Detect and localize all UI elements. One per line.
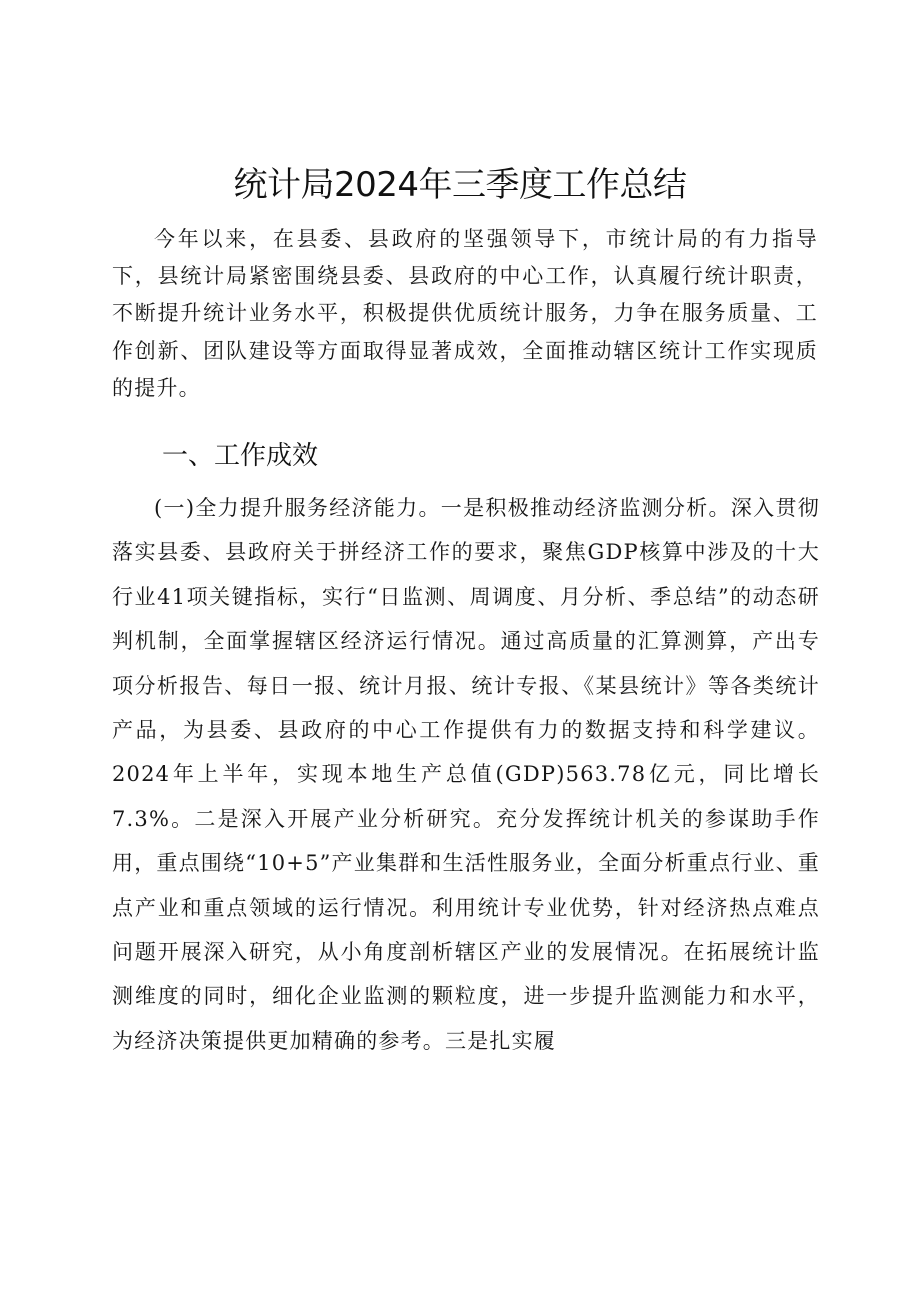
section-heading: 一、工作成效 (162, 441, 319, 471)
body-paragraph: (一)全力提升服务经济能力。一是积极推动经济监测分析。深入贯彻落实县委、县政府关于拼经济工作的要求，聚焦GDP核算中涉及的十大行业41项关键指标，实行“日监测、周调度、月分析、季总结”的动态研判机制，全面掌握辖区经济运行情况。通过高质量的汇算测算，产出专项分析报告、每日一报、统计月报、统计专报、《某县统计》等各类统计产品，为县委、县政府的中心工作提供有力的数据支持和科学建议。2024年上半年，实现本地生产总值(GDP)563.78亿元，同比增长7.3%。二是深入开展产业分析研究。充分发挥统计机关的参谋助手作用，重点围绕“10+5”产业集群和生活性服务业，全面分析重点行业、重点产业和重点领域的运行情况。利用统计专业优势，针对经济热点难点问题开展深入研究，从小角度剖析辖区产业的发展情况。在拓展统计监测维度的同时，细化企业监测的颗粒度，进一步提升监测能力和水平，为经济决策提供更加精确的参考。三是扎实履 (112, 496, 820, 1053)
document-title: 统计局2024年三季度工作总结 (233, 165, 687, 205)
intro-paragraph: 今年以来，在县委、县政府的坚强领导下，市统计局的有力指导下，县统计局紧密围绕县委、县政府的中心工作，认真履行统计职责，不断提升统计业务水平，积极提供优质统计服务，力争在服务质量、工作创新、团队建设等方面取得显著成效，全面推动辖区统计工作实现质的提升。 (112, 227, 818, 400)
